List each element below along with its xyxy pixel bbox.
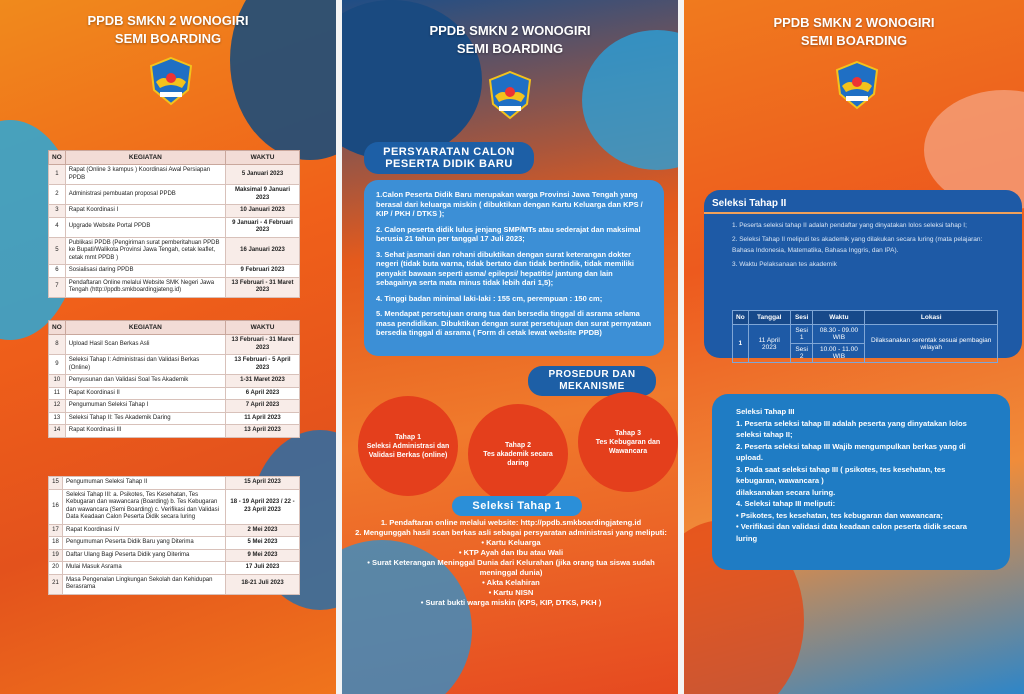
cell-no: 13 — [49, 412, 66, 425]
table-row — [49, 335, 300, 355]
cell-no: 14 — [49, 425, 66, 438]
stage-circle-1 — [358, 396, 458, 496]
cell-waktu: 9 Januari - 4 Februari 2023 — [226, 217, 300, 237]
table-row — [49, 537, 300, 550]
col-lokasi: Lokasi — [865, 311, 998, 325]
col-waktu: WAKTU — [226, 321, 300, 335]
col-sesi: Sesi — [790, 311, 813, 325]
cell-waktu: 9 Februari 2023 — [226, 265, 300, 278]
schedule-table-1 — [48, 150, 300, 298]
cell-kegiatan: Pengumuman Seleksi Tahap II — [63, 477, 226, 490]
table-row — [49, 277, 300, 297]
cell-no: 12 — [49, 400, 66, 413]
cell-waktu: 6 April 2023 — [226, 387, 300, 400]
seleksi2-title: Seleksi Tahap II — [712, 198, 787, 209]
cell-kegiatan: Daftar Ulang Bagi Peserta Didik yang Diterima — [63, 549, 226, 562]
cell-kegiatan: Pendaftaran Online melalui Website SMK Negeri Jawa Tengah (http://ppdb.smkboardingjateng.id) — [65, 277, 225, 297]
col-no: NO — [49, 151, 66, 165]
col-no: NO — [49, 321, 66, 335]
stage-circle-2 — [468, 404, 568, 504]
cell-tanggal: 11 April 2023 — [748, 325, 790, 363]
cell-kegiatan: Mulai Masuk Asrama — [63, 562, 226, 575]
cell-kegiatan: Rapat Koordinasi III — [65, 425, 225, 438]
col-waktu: Waktu — [813, 311, 865, 325]
schedule-table-tahap2 — [732, 310, 998, 363]
table-row — [49, 477, 300, 490]
table-row — [49, 489, 300, 524]
seleksi1-line: • Kartu NISN — [488, 588, 534, 597]
table-row — [49, 185, 300, 205]
seleksi1-line: meninggal dunia) — [479, 568, 543, 577]
cell-kegiatan: Rapat Koordinasi IV — [63, 524, 226, 537]
cell-no: 19 — [49, 549, 63, 562]
cell-kegiatan: Masa Pengenalan Lingkungan Sekolah dan Kehidupan Berasrama — [63, 574, 226, 594]
cell-no: 15 — [49, 477, 63, 490]
cell-waktu: 5 Mei 2023 — [226, 537, 300, 550]
cell-kegiatan: Seleksi Tahap I: Administrasi dan Validasi Berkas (Online) — [65, 355, 225, 375]
table-row — [49, 400, 300, 413]
schedule-table-3 — [48, 476, 300, 595]
stage-label: Tahap 3 — [615, 429, 641, 437]
school-logo — [148, 56, 194, 106]
cell-waktu: 1-31 Maret 2023 — [226, 375, 300, 388]
stage-desc: Tes Kebugaran dan Wawancara — [595, 438, 661, 455]
table-row — [49, 574, 300, 594]
cell-waktu: 2 Mei 2023 — [226, 524, 300, 537]
cell-kegiatan: Administrasi pembuatan proposal PPDB — [65, 185, 225, 205]
seleksi3-line: 1. Peserta seleksi tahap III adalah peserta yang dinyatakan lolos seleksi tahap II; — [736, 418, 967, 439]
seleksi1-line: • Surat bukti warga miskin (KPS, KIP, DTKS, PKH ) — [420, 598, 602, 607]
seleksi3-line: • Verifikasi dan validasi data keadaan calon peserta didik secara luring — [736, 522, 968, 543]
cell-kegiatan: Penyusunan dan Validasi Soal Tes Akademik — [65, 375, 225, 388]
cell-kegiatan: Sosialisasi daring PPDB — [65, 265, 225, 278]
seleksi1-line: 1. Pendaftaran online melalui website: http://ppdb.smkboardingjateng.id — [380, 518, 642, 527]
cell-no: 5 — [49, 237, 66, 265]
cell-waktu: 15 April 2023 — [226, 477, 300, 490]
table-row — [49, 425, 300, 438]
cell-lokasi: Dilaksanakan serentak sesuai pembagian wilayah — [865, 325, 998, 363]
cell-waktu: 13 Februari - 31 Maret 2023 — [226, 335, 300, 355]
table-row — [49, 375, 300, 388]
cell-waktu: Maksimal 9 Januari 2023 — [226, 185, 300, 205]
cell-waktu: 16 Januari 2023 — [226, 237, 300, 265]
cell-no: 2 — [49, 185, 66, 205]
cell-kegiatan: Upload Hasil Scan Berkas Asli — [65, 335, 225, 355]
cell-no: 7 — [49, 277, 66, 297]
cell-waktu: 10 Januari 2023 — [226, 205, 300, 218]
cell-waktu: 13 Februari - 31 Maret 2023 — [226, 277, 300, 297]
cell-kegiatan: Seleksi Tahap II: Tes Akademik Daring — [65, 412, 225, 425]
panel-title: PPDB SMKN 2 WONOGIRI SEMI BOARDING — [429, 23, 591, 56]
cell-no: 9 — [49, 355, 66, 375]
table-row — [49, 217, 300, 237]
cell-waktu: 5 Januari 2023 — [226, 165, 300, 185]
cell-no: 16 — [49, 489, 63, 524]
seleksi3-title: Seleksi Tahap III — [736, 407, 795, 416]
cell-no: 18 — [49, 537, 63, 550]
cell-waktu: 7 April 2023 — [226, 400, 300, 413]
table-row — [49, 549, 300, 562]
panel-requirements — [342, 0, 678, 694]
table-row — [49, 387, 300, 400]
panel-schedule — [0, 0, 336, 694]
cell-waktu: 08.30 - 09.00 WIB — [813, 325, 865, 344]
table-row — [49, 265, 300, 278]
stage-desc: Tes akademik secara daring — [483, 450, 553, 467]
stage-desc: Seleksi Administrasi dan Validasi Berkas (online) — [366, 442, 450, 459]
cell-waktu: 18 - 19 April 2023 / 22 - 23 April 2023 — [226, 489, 300, 524]
requirement-item: 2. Calon peserta didik lulus jenjang SMP/MTs atau sederajat dan maksimal berusia 21 tahun per tanggal 17 Juli 2023; — [376, 224, 641, 243]
col-waktu: WAKTU — [226, 151, 300, 165]
cell-no: 20 — [49, 562, 63, 575]
seleksi1-list — [350, 518, 672, 608]
panel-selection — [684, 0, 1024, 694]
cell-kegiatan: Rapat Koordinasi I — [65, 205, 225, 218]
cell-no: 1 — [733, 325, 749, 363]
cell-kegiatan: Pengumuman Peserta Didik Baru yang Diterima — [63, 537, 226, 550]
cell-no: 11 — [49, 387, 66, 400]
schedule-table-2 — [48, 320, 300, 438]
requirement-item: 1.Calon Peserta Didik Baru merupakan warga Provinsi Jawa Tengah yang berasal dari keluarga miskin ( dibuktikan dengan Kartu Keluarga dan KPS / KIP / PKH / DTKS ); — [376, 190, 643, 218]
cell-kegiatan: Rapat (Online 3 kampus ) Koordinasi Awal Persiapan PPDB — [65, 165, 225, 185]
seleksi1-line: • Surat Keterangan Meninggal Dunia dari Kelurahan (jika orang tua siswa sudah — [367, 558, 655, 567]
requirement-item: 5. Mendapat persetujuan orang tua dan bersedia tinggal di asrama selama masa pendidikan. Dibuktikan dengan surat persetujuan dan surat pernyataan bersedia tinggal di asrama ( Form di cetak lewat website PPDB) — [376, 309, 652, 337]
stage-circle-3 — [578, 392, 678, 492]
seleksi1-heading: Seleksi Tahap 1 — [452, 496, 582, 516]
cell-no: 17 — [49, 524, 63, 537]
table-row — [49, 412, 300, 425]
cell-no: 8 — [49, 335, 66, 355]
cell-no: 21 — [49, 574, 63, 594]
school-logo — [834, 60, 880, 110]
cell-waktu: 10.00 - 11.00 WIB — [813, 344, 865, 363]
cell-no: 4 — [49, 217, 66, 237]
cell-kegiatan: Pengumuman Seleksi Tahap I — [65, 400, 225, 413]
seleksi3-line: 4. Seleksi tahap III meliputi: — [736, 499, 836, 508]
cell-kegiatan: Rapat Koordinasi II — [65, 387, 225, 400]
table-row — [49, 237, 300, 265]
seleksi2-item: 3. Waktu Pelaksanaan tes akademik — [732, 261, 837, 268]
seleksi2-card — [704, 190, 1022, 358]
requirement-item: 3. Sehat jasmani dan rohani dibuktikan dengan surat keterangan dokter negeri (tidak buta warna, tidak bertato dan tidak bertindik, tidak memiliki penyakit bawaan seperti asma/ epilepsi/ hepatitis/ jantung dan lain sebagainya serta mata minus tidak lebih dari 1,5); — [376, 249, 634, 287]
stage-label: Tahap 2 — [505, 441, 531, 449]
procedure-heading: PROSEDUR DAN MEKANISME — [528, 366, 656, 396]
cell-sesi: Sesi 1 — [790, 325, 813, 344]
cell-waktu: 13 April 2023 — [226, 425, 300, 438]
cell-kegiatan: Upgrade Website Portal PPDB — [65, 217, 225, 237]
cell-waktu: 18-21 Juli 2023 — [226, 574, 300, 594]
table-row — [49, 355, 300, 375]
table-row — [49, 165, 300, 185]
panel-title: PPDB SMKN 2 WONOGIRI SEMI BOARDING — [87, 13, 249, 46]
cell-no: 3 — [49, 205, 66, 218]
table-row — [49, 562, 300, 575]
seleksi2-item: 1. Peserta seleksi tahap II adalah pendaftar yang dinyatakan lolos seleksi tahap I; — [732, 222, 967, 229]
cell-sesi: Sesi 2 — [790, 344, 813, 363]
col-no: No — [733, 311, 749, 325]
cell-waktu: 13 Februari - 5 April 2023 — [226, 355, 300, 375]
cell-kegiatan: Publikasi PPDB (Pengiriman surat pemberitahuan PPDB ke Bupati/Walikota Provinsi Jawa Tengah, cetak leaflet, cetak mmt PPDB ) — [65, 237, 225, 265]
cell-no: 10 — [49, 375, 66, 388]
table-row — [49, 524, 300, 537]
seleksi2-item: 2. Seleksi Tahap II meliputi tes akademik yang dilakukan secara luring (mata pelajaran: Bahasa Indonesia, Matematika, Bahasa Inggris, dan IPA). — [732, 236, 983, 254]
col-kegiatan: KEGIATAN — [65, 151, 225, 165]
requirements-box — [364, 180, 664, 356]
title-underline — [704, 212, 1022, 214]
seleksi3-line: dilaksanakan secara luring. — [736, 487, 836, 497]
seleksi3-card — [712, 394, 1010, 570]
seleksi1-line: • KTP Ayah dan Ibu atau Wali — [458, 548, 564, 557]
seleksi3-line: • Psikotes, tes kesehatan, tes kebugaran dan wawancara; — [736, 510, 943, 520]
seleksi3-line: 2. Peserta seleksi tahap III Wajib mengumpulkan berkas yang di upload. — [736, 441, 966, 462]
cell-no: 1 — [49, 165, 66, 185]
requirement-item: 4. Tinggi badan minimal laki-laki : 155 cm, perempuan : 150 cm; — [376, 293, 603, 303]
seleksi1-line: • Akta Kelahiran — [482, 578, 540, 587]
cell-waktu: 11 April 2023 — [226, 412, 300, 425]
cell-no: 6 — [49, 265, 66, 278]
panel-title: PPDB SMKN 2 WONOGIRI SEMI BOARDING — [773, 15, 935, 48]
cell-kegiatan: Seleksi Tahap III: a. Psikotes, Tes Kesehatan, Tes Kebugaran dan wawancara (Boarding) b. Tes Kebugaran dan wawancara (Semi Boarding) c. Verifikasi dan Validasi Data Keadaan Calon Peserta Didik secara luring — [63, 489, 226, 524]
seleksi1-line: 2. Mengunggah hasil scan berkas asli sebagai persyaratan administrasi yang meliputi: — [355, 528, 667, 537]
cell-waktu: 9 Mei 2023 — [226, 549, 300, 562]
table-row — [49, 205, 300, 218]
seleksi3-line: 3. Pada saat seleksi tahap III ( psikotes, tes kesehatan, tes kebugaran, wawancara ) — [736, 464, 946, 485]
school-logo — [487, 70, 533, 120]
col-kegiatan: KEGIATAN — [65, 321, 225, 335]
col-tanggal: Tanggal — [748, 311, 790, 325]
cell-waktu: 17 Juli 2023 — [226, 562, 300, 575]
seleksi1-line: • Kartu Keluarga — [481, 538, 541, 547]
seleksi2-list — [732, 220, 1002, 270]
requirements-heading: PERSYARATAN CALON PESERTA DIDIK BARU — [364, 142, 534, 174]
stage-label: Tahap 1 — [395, 433, 421, 441]
